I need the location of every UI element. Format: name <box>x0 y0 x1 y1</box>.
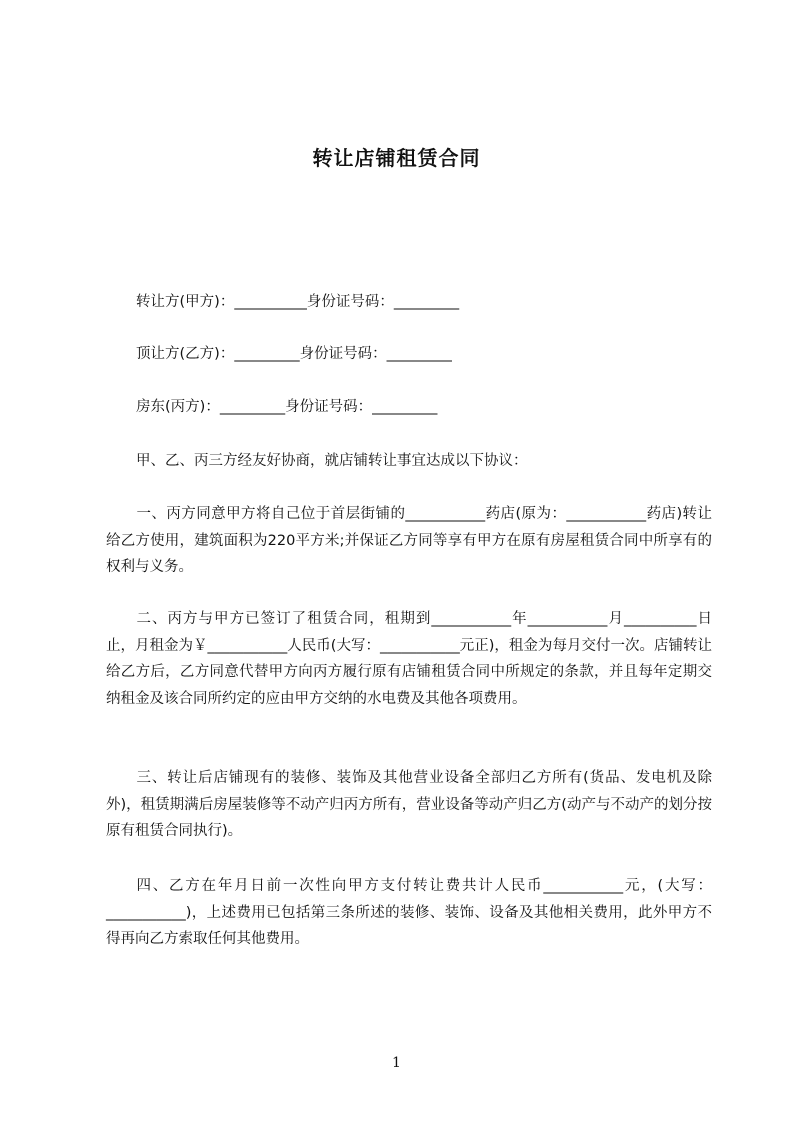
party-b-line: 顶让方(乙方)：_________身份证号码：_________ <box>136 346 452 362</box>
document-title: 转让店铺租赁合同 <box>312 146 481 170</box>
party-c-line: 房东(丙方)：_________身份证号码：_________ <box>136 399 438 415</box>
clause-2: 二、丙方与甲方已签订了租赁合同，租期到___________年___________月__________日止，月租金为￥___________人民币(大写：___________元正)，租金为每月交付一次。店铺转让给乙方后，乙方同意代替甲方向丙方履行原有店铺租赁合同中所规定的条款，并且每年定期交纳租金及该合同所约定的应由甲方交纳的水电费及其他各项费用。 <box>106 611 712 707</box>
party-a-line: 转让方(甲方)：__________身份证号码：_________ <box>136 294 460 310</box>
clause-4: 四、乙方在年月日前一次性向甲方支付转让费共计人民币___________元，(大写：___________)，上述费用已包括第三条所述的装修、装饰、设备及其他相关费用，此外甲方不得再向乙方索取任何其他费用。 <box>106 878 712 947</box>
clause-3: 三、转让后店铺现有的装修、装饰及其他营业设备全部归乙方所有(货品、发电机及除外)，租赁期满后房屋装修等不动产归丙方所有，营业设备等动产归乙方(动产与不动产的划分按原有租赁合同执行)。 <box>106 770 712 839</box>
intro-line: 甲、乙、丙三方经友好协商，就店铺转让事宜达成以下协议： <box>136 453 528 469</box>
clause-1: 一、丙方同意甲方将自己位于首层街铺的___________药店(原为：___________药店)转让给乙方使用，建筑面积为220平方米;并保证乙方同等享有甲方在原有房屋租赁合同中所享有的权利与义务。 <box>106 506 712 575</box>
page-number: 1 <box>392 1055 401 1071</box>
